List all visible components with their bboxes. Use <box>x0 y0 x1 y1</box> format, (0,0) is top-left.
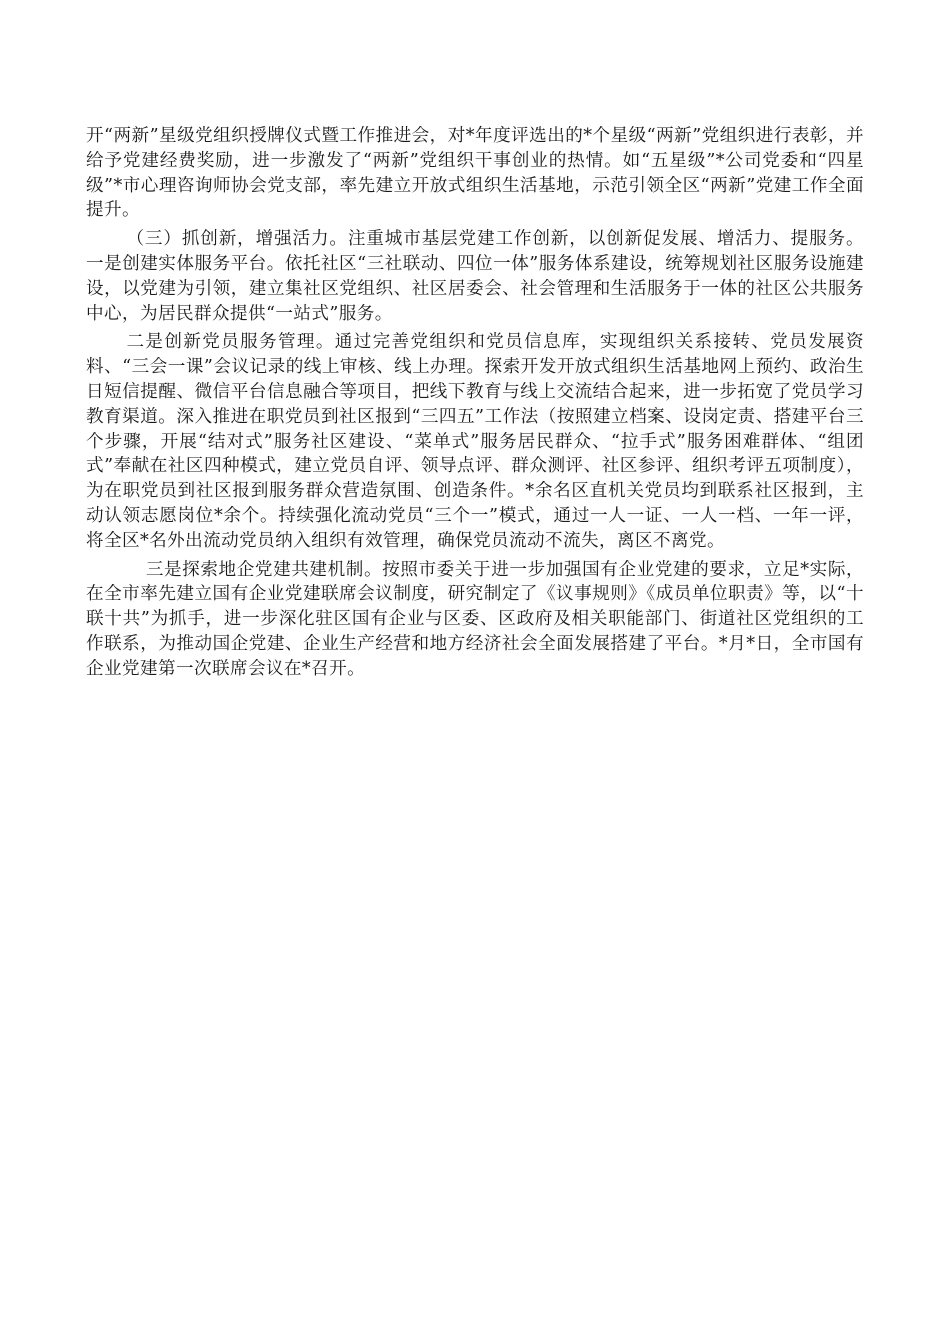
document-body <box>86 124 864 686</box>
paragraph-enterprise-party-building: 三是探索地企党建共建机制。按照市委关于进一步加强国有企业党建的要求，立足*实际，在全市率先建立国有企业党建联席会议制度，研究制定了《议事规则》《成员单位职责》等，以“十联十共”为抓手，进一步深化驻区国有企业与区委、区政府及相关职能部门、街道社区党组织的工作联系，为推动国企党建、企业生产经营和地方经济社会全面发展搭建了平台。*月*日，全市国有企业党建第一次联席会议在*召开。 <box>86 559 864 679</box>
paragraph-two-new-party-orgs: 开“两新”星级党组织授牌仪式暨工作推进会，对*年度评选出的*个星级“两新”党组织进行表彰，并给予党建经费奖励，进一步激发了“两新”党组织干事创业的热情。如“五星级”*公司党委和“四星级”*市心理咨询师协会党支部，率先建立开放式组织生活基地，示范引领全区“两新”党建工作全面提升。 <box>86 126 864 221</box>
paragraph-innovation-vitality: （三）抓创新，增强活力。注重城市基层党建工作创新，以创新促发展、增活力、提服务。一是创建实体服务平台。依托社区“三社联动、四位一体”服务体系建设，统筹规划社区服务设施建设，以党建为引领，建立集社区党组织、社区居委会、社会管理和生活服务于一体的社区公共服务中心，为居民群众提供“一站式”服务。 <box>86 229 864 324</box>
paragraph-party-member-service: 二是创新党员服务管理。通过完善党组织和党员信息库，实现组织关系接转、党员发展资料、“三会一课”会议记录的线上审核、线上办理。探索开发开放式组织生活基地网上预约、政治生日短信提醒、微信平台信息融合等项目，把线下教育与线上交流结合起来，进一步拓宽了党员学习教育渠道。深入推进在职党员到社区报到“三四五”工作法（按照建立档案、设岗定责、搭建平台三个步骤，开展“结对式”服务社区建设、“菜单式”服务居民群众、“拉手式”服务困难群体、“组团式”奉献在社区四种模式，建立党员自评、领导点评、群众测评、社区参评、组织考评五项制度），为在职党员到社区报到服务群众营造氛围、创造条件。*余名区直机关党员均到联系社区报到，主动认领志愿岗位*余个。持续强化流动党员“三个一”模式，通过一人一证、一人一档、一年一评，将全区*名外出流动党员纳入组织有效管理，确保党员流动不流失，离区不离党。 <box>86 332 864 551</box>
